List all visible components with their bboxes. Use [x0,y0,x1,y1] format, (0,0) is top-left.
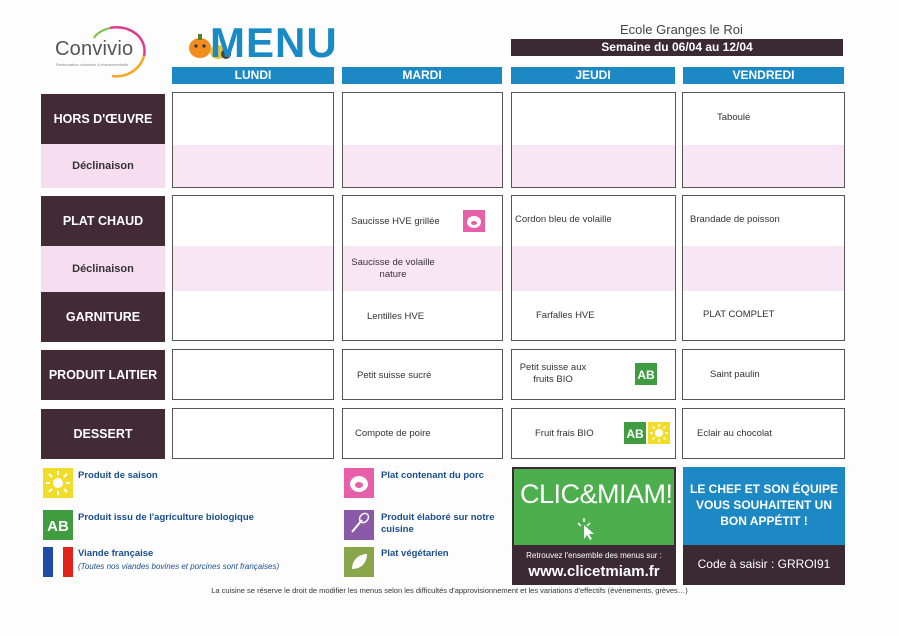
cell-vendredi-dessert [682,408,845,459]
clicetmiam-link[interactable]: www.clicetmiam.fr [528,563,660,580]
pig-icon [463,210,485,232]
leaf-icon [344,547,374,577]
legend-viande: Viande française [78,548,154,559]
menu-item: Farfalles HVE [536,310,595,321]
legend-bio: Produit issu de l'agriculture biologique [78,512,254,523]
row-label-garniture: GARNITURE [41,292,165,342]
menu-item: Compote de poire [355,428,431,439]
menu-item: Petit suisse aux fruits BIO [519,362,587,385]
day-header-jeudi: JEUDI [511,67,675,84]
legend-vegetarien: Plat végétarien [381,548,449,559]
menu-item: Cordon bleu de volaille [515,214,612,225]
bio-ab-icon [635,363,657,385]
cell-jeudi-plat [511,195,676,341]
school-name: Ecole Granges le Roi [620,22,743,37]
cell-mardi-plat [342,195,503,341]
menu-item: PLAT COMPLET [703,309,775,320]
pig-icon [344,468,374,498]
clicetmiam-logo: CLIC&MIAM! [520,479,673,509]
menu-item: Lentilles HVE [367,311,425,322]
legend-viande-note: (Toutes nos viandes bovines et porcines sont françaises) [78,562,280,571]
week-range: Semaine du 06/04 au 12/04 [511,39,843,56]
row-label-dessert: DESSERT [41,409,165,459]
saison-sun-icon [43,468,73,498]
menu-item: Saint paulin [710,369,760,380]
menu-item: Saucisse HVE grillée [351,216,440,227]
cell-mardi-laitier [342,349,503,400]
menu-item: Fruit frais BIO [535,428,594,439]
menu-title: MENU [210,19,338,66]
logo-wordmark: Convivio [55,38,134,60]
cell-jeudi-hors-oeuvre [511,92,676,188]
svg-text:AB: AB [626,427,644,441]
whisk-icon [344,510,374,540]
cell-vendredi-plat [682,195,845,341]
menu-item: Petit suisse sucré [357,370,432,381]
svg-text:AB: AB [637,368,655,382]
cell-vendredi-hors-oeuvre [682,92,845,188]
access-code: Code à saisir : GRROI91 [697,557,831,571]
clicetmiam-panel [512,467,676,585]
cell-lundi-plat [172,195,334,341]
saison-sun-icon [648,422,670,444]
row-label-produit-laitier: PRODUIT LAITIER [41,350,165,400]
chef-message: LE CHEF ET SON ÉQUIPE VOUS SOUHAITENT UN BON APPÉTIT ! [683,467,845,545]
row-label-hors-oeuvre: HORS D'ŒUVRE [41,94,165,144]
clicetmiam-caption: Retrouvez l'ensemble des menus sur : [526,551,662,560]
cell-lundi-dessert [172,408,334,459]
legend-porc: Plat contenant du porc [381,470,484,481]
cell-vendredi-laitier [682,349,845,400]
cell-jeudi-dessert [511,408,676,459]
row-label-plat-chaud: PLAT CHAUD [41,196,165,246]
cell-mardi-hors-oeuvre [342,92,503,188]
legend-saison: Produit de saison [78,470,158,481]
menu-item: Taboulé [717,112,751,123]
row-label-declinaison: Déclinaison [41,144,165,188]
svg-text:AB: AB [47,518,69,535]
cell-jeudi-laitier [511,349,676,400]
convivio-logo [50,22,150,80]
french-flag-icon [43,547,73,577]
footer-disclaimer: La cuisine se réserve le droit de modifier les menus selon les difficultés d'approvisionnement et les variations d'effectifs (événements, grèves…) [211,586,688,595]
row-label-declinaison: Déclinaison [41,246,165,292]
day-header-lundi: LUNDI [172,67,334,84]
bio-ab-icon [624,422,646,444]
logo-tagline: Restauration collective & événementielle [56,62,129,67]
bio-ab-icon [43,510,73,540]
chef-panel [683,467,845,585]
cell-lundi-hors-oeuvre [172,92,334,188]
menu-item: Saucisse de volaille nature [351,257,435,280]
cursor-click-icon [574,517,598,541]
menu-item: Eclair au chocolat [697,428,772,439]
day-header-mardi: MARDI [342,67,502,84]
menu-item: Brandade de poisson [690,214,780,225]
cell-mardi-dessert [342,408,503,459]
cell-lundi-laitier [172,349,334,400]
legend-elabore: Produit élaboré sur notre cuisine [381,512,495,535]
day-header-vendredi: VENDREDI [683,67,844,84]
